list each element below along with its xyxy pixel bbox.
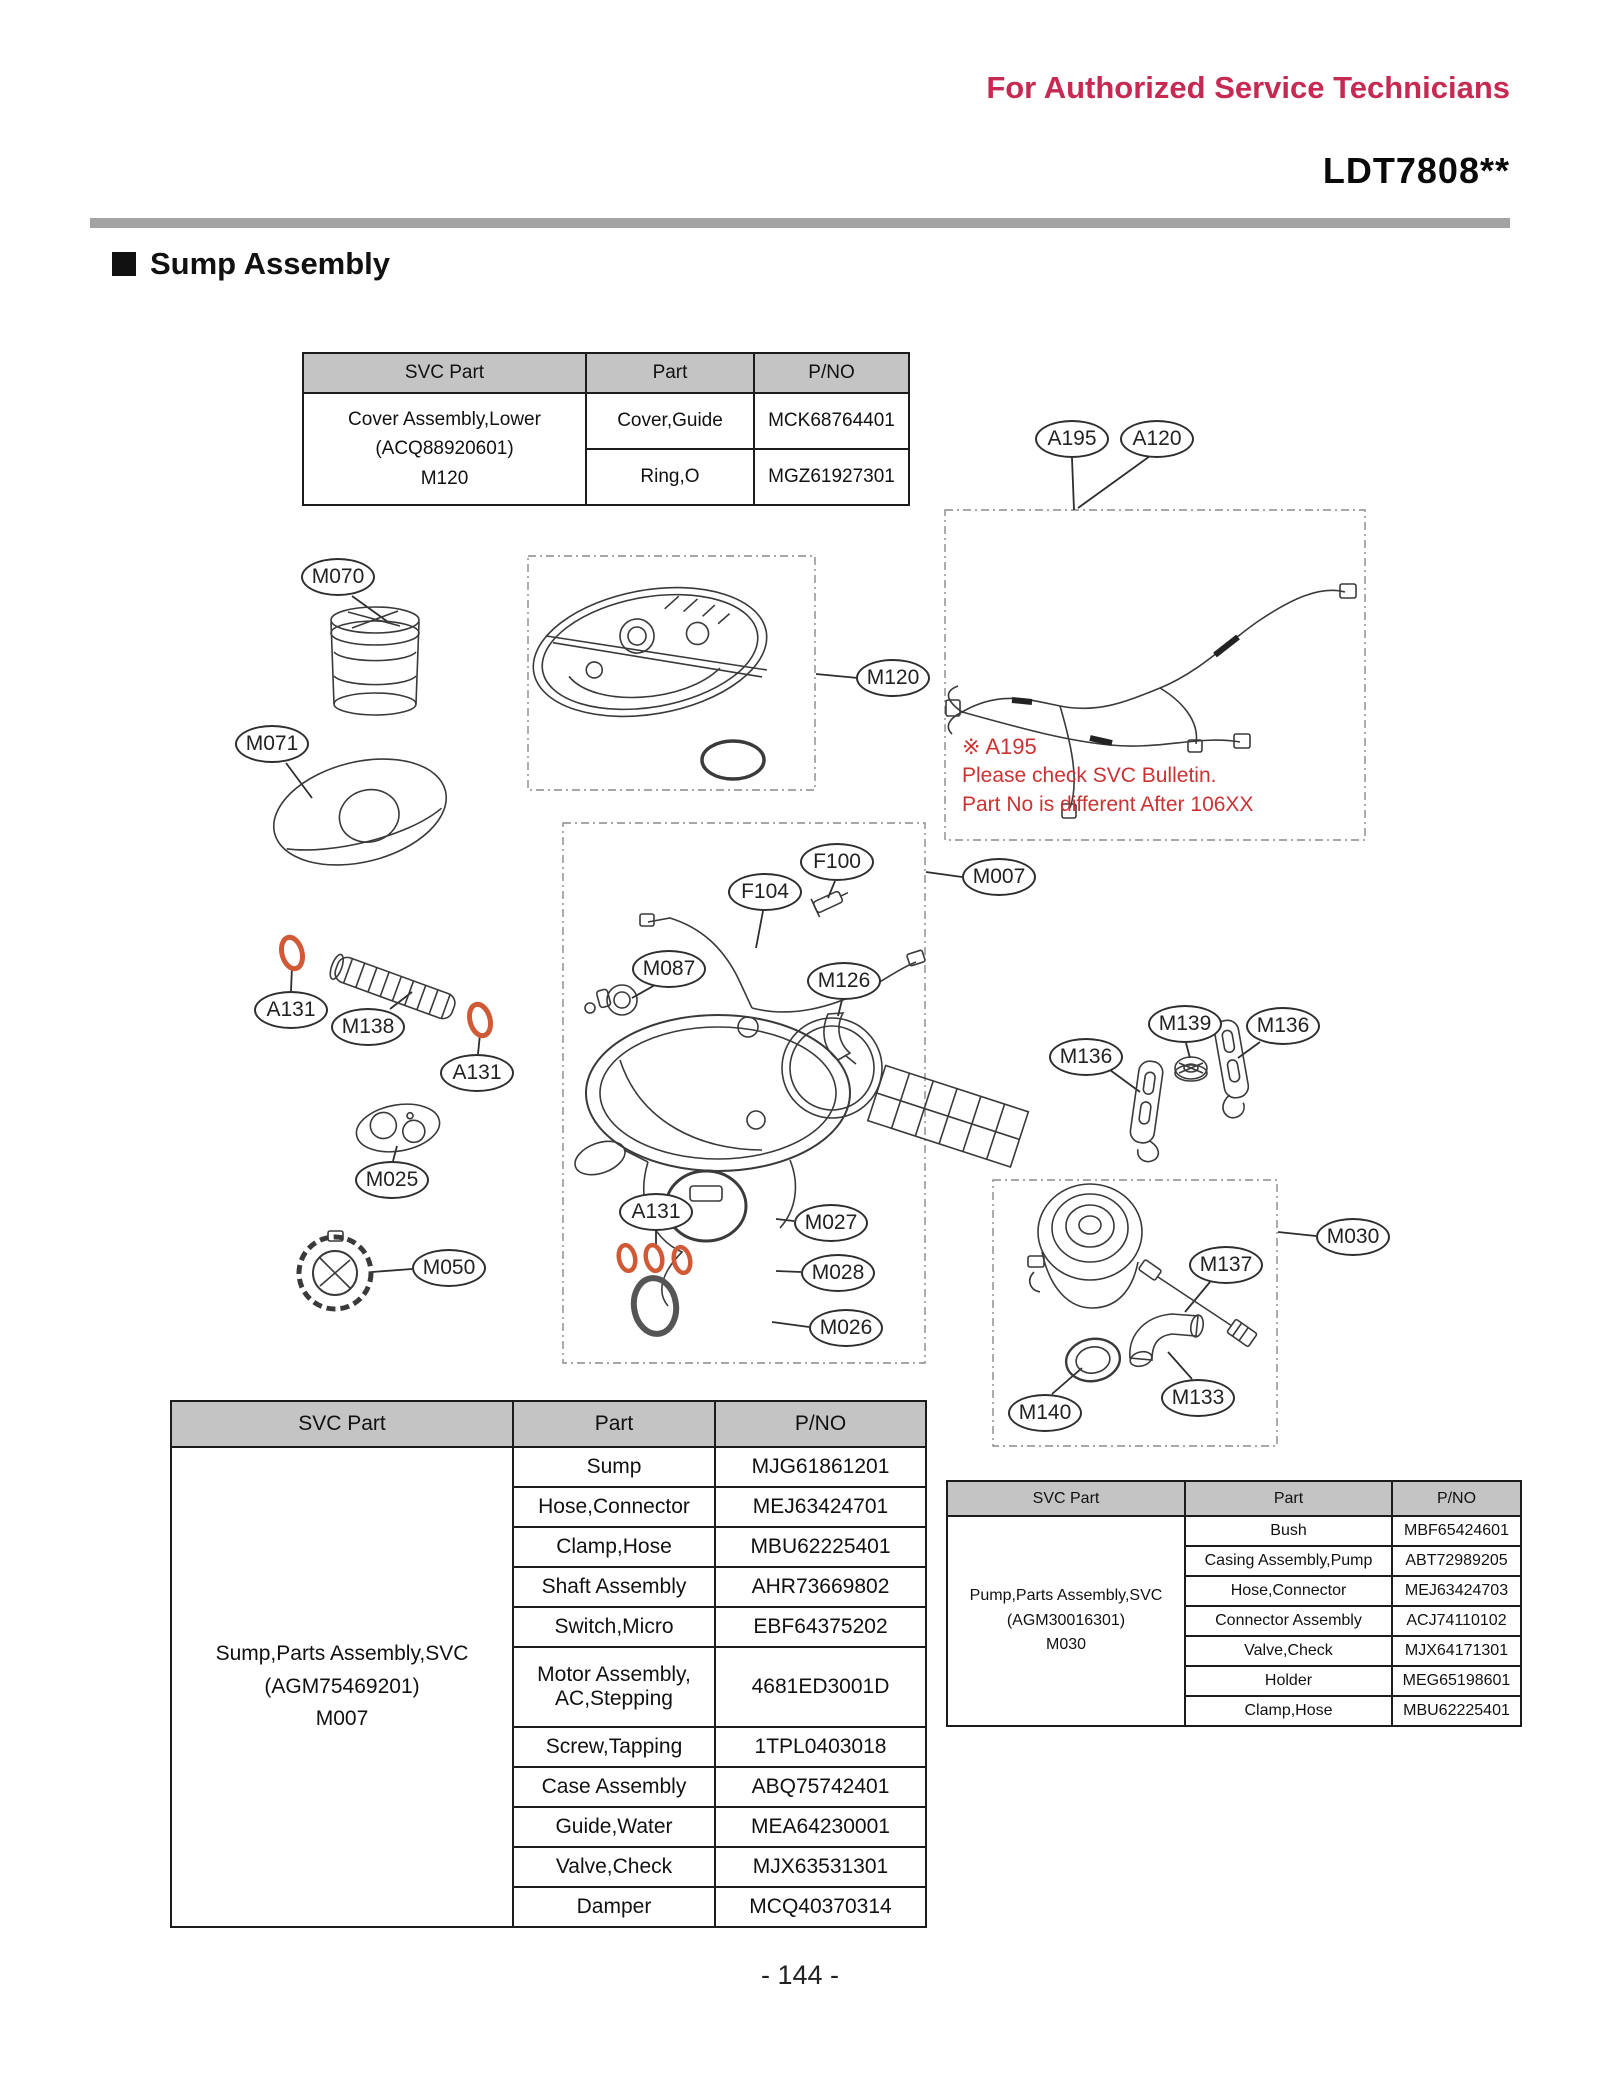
callout-m030: M030 [1316,1218,1390,1256]
col-header-part: Part [586,353,754,393]
part-m136-left-drawing [1126,1060,1170,1163]
page-number: - 144 - [760,1960,840,1990]
part-cell: Cover,Guide [586,393,754,449]
col-header-part: Part [513,1401,715,1447]
part-cell: Hose,Connector [1185,1576,1392,1606]
part-cell: Casing Assembly,Pump [1185,1546,1392,1576]
part-large-oring [630,1275,679,1336]
pno-cell: 4681ED3001D [715,1647,926,1727]
callout-f104: F104 [728,873,802,911]
note-line-3: Part No is different After 106XX [962,793,1254,817]
callout-m138: M138 [331,1008,405,1046]
part-m087-drawing [585,985,637,1015]
part-cell: Screw,Tapping [513,1727,715,1767]
svc-part-cell: Sump,Parts Assembly,SVC (AGM75469201) M007 [171,1447,513,1927]
col-header-svc-part: SVC Part [171,1401,513,1447]
callout-m126: M126 [807,962,881,1000]
pno-cell: EBF64375202 [715,1607,926,1647]
pno-cell: MEA64230001 [715,1807,926,1847]
note-line-2: Please check SVC Bulletin. [962,764,1217,788]
pno-cell: MGZ61927301 [754,449,909,505]
part-m126-drawing [824,1013,856,1064]
pno-cell: MBF65424601 [1392,1516,1521,1546]
col-header-pno: P/NO [1392,1481,1521,1516]
part-m007-drawing [570,884,1028,1306]
part-cell: Damper [513,1887,715,1927]
svc-bulletin-note [962,732,1253,820]
svc-part-cell: Cover Assembly,Lower (ACQ88920601) M120 [303,393,586,505]
pno-cell: MEG65198601 [1392,1666,1521,1696]
part-m133-drawing [1129,1314,1205,1369]
part-cell: Shaft Assembly [513,1567,715,1607]
part-cell: Clamp,Hose [513,1527,715,1567]
callout-a131-2: A131 [440,1054,514,1092]
part-cell: Valve,Check [1185,1636,1392,1666]
pno-cell: 1TPL0403018 [715,1727,926,1767]
authorized-notice: For Authorized Service Technicians [986,70,1510,105]
part-m025-drawing [353,1098,444,1158]
svc-part-cell: Pump,Parts Assembly,SVC (AGM30016301) M030 [947,1516,1185,1726]
note-line-1: ※ A195 [962,734,1037,759]
pno-cell: MJX64171301 [1392,1636,1521,1666]
part-cell: Valve,Check [513,1847,715,1887]
col-header-part: Part [1185,1481,1392,1516]
pno-cell: MEJ63424703 [1392,1576,1521,1606]
callout-m136-left: M136 [1049,1038,1123,1076]
pno-cell: MCQ40370314 [715,1887,926,1927]
callout-m133: M133 [1161,1379,1235,1417]
callout-a120: A120 [1120,420,1194,458]
part-cell: Bush [1185,1516,1392,1546]
pno-cell: MBU62225401 [715,1527,926,1567]
col-header-svc-part: SVC Part [947,1481,1185,1516]
callout-m136-right: M136 [1246,1007,1320,1045]
pno-cell: MJX63531301 [715,1847,926,1887]
pno-cell: MJG61861201 [715,1447,926,1487]
part-cell: Sump [513,1447,715,1487]
callout-m027: M027 [794,1204,868,1242]
model-number: LDT7808** [1322,150,1510,191]
part-m030-drawing [1028,1184,1142,1308]
callout-m026: M026 [809,1309,883,1347]
part-cell: Ring,O [586,449,754,505]
part-cell: Motor Assembly, AC,Stepping [513,1647,715,1727]
part-cell: Guide,Water [513,1807,715,1847]
col-header-svc-part: SVC Part [303,353,586,393]
col-header-pno: P/NO [715,1401,926,1447]
callout-a131-1: A131 [254,991,328,1029]
callout-f100: F100 [800,843,874,881]
part-m050-drawing [299,1231,371,1309]
callout-m087: M087 [632,950,706,988]
callout-m025: M025 [355,1161,429,1199]
section-title: Sump Assembly [150,246,391,281]
callout-a195: A195 [1035,420,1109,458]
part-cell: Case Assembly [513,1767,715,1807]
part-cell: Clamp,Hose [1185,1696,1392,1726]
callout-m139: M139 [1148,1005,1222,1043]
part-m120-drawing [523,570,777,779]
pno-cell: ABT72989205 [1392,1546,1521,1576]
callout-m070: M070 [301,558,375,596]
part-cell: Connector Assembly [1185,1606,1392,1636]
pno-cell: AHR73669802 [715,1567,926,1607]
callout-a131-3: A131 [619,1193,693,1231]
part-m070-drawing [331,607,419,715]
part-cell: Holder [1185,1666,1392,1696]
pno-cell: ACJ74110102 [1392,1606,1521,1636]
callout-m007: M007 [962,858,1036,896]
part-m071-drawing [263,742,458,882]
pno-cell: MEJ63424701 [715,1487,926,1527]
callout-m050: M050 [412,1249,486,1287]
part-cell: Switch,Micro [513,1607,715,1647]
part-cell: Hose,Connector [513,1487,715,1527]
col-header-pno: P/NO [754,353,909,393]
pno-cell: ABQ75742401 [715,1767,926,1807]
callout-m140: M140 [1008,1394,1082,1432]
pno-cell: MCK68764401 [754,393,909,449]
pno-cell: MBU62225401 [1392,1696,1521,1726]
callout-m028: M028 [801,1254,875,1292]
cover-dashed-box [528,556,815,790]
callout-m071: M071 [235,725,309,763]
callout-m120: M120 [856,659,930,697]
part-m139-drawing [1175,1057,1207,1081]
callout-m137: M137 [1189,1246,1263,1284]
